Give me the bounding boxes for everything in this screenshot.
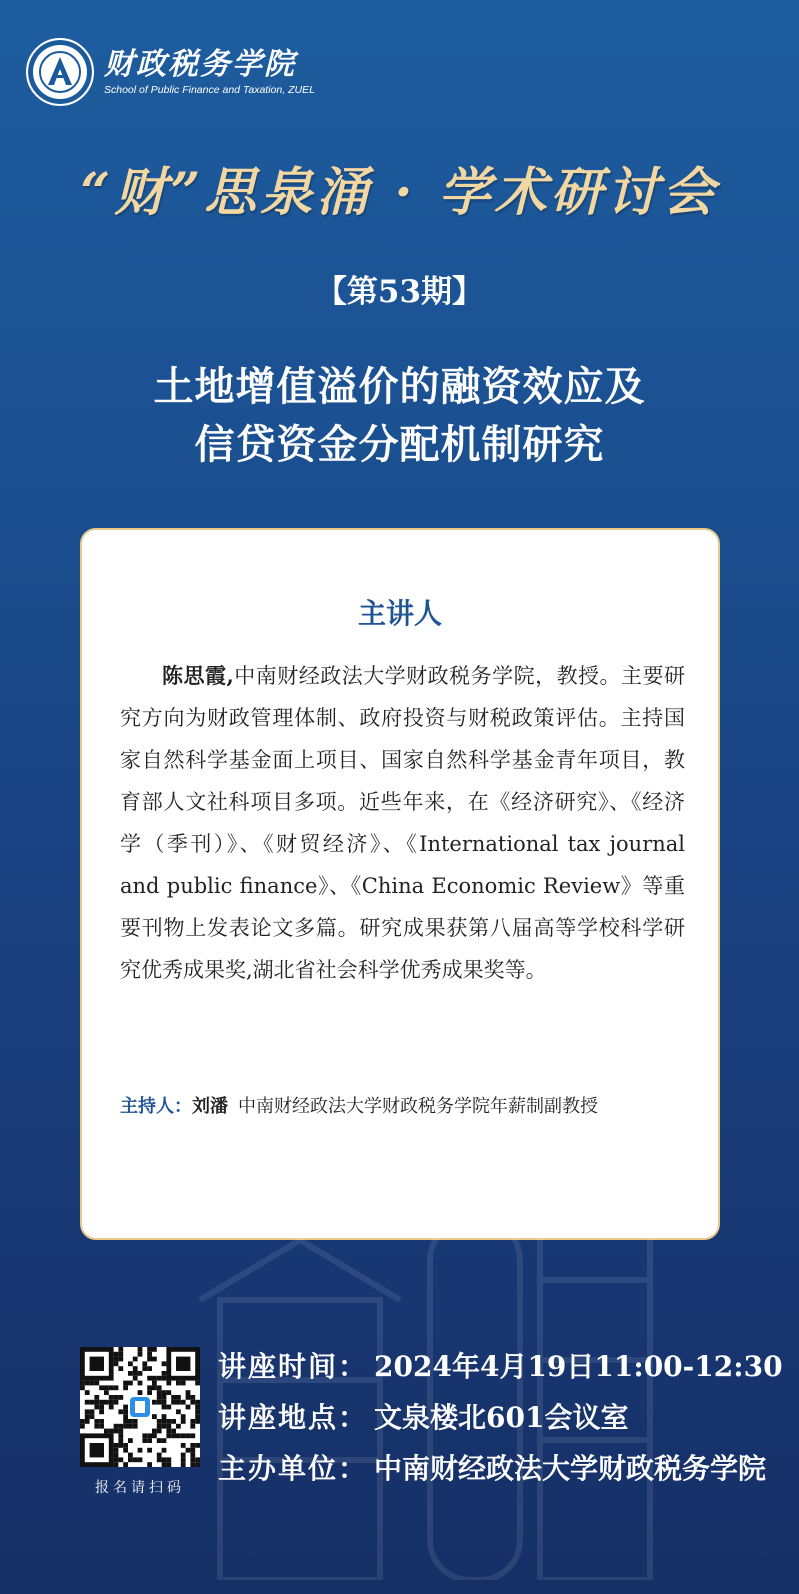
lecture-time (218, 1345, 783, 1385)
host-name: 刘潘 (192, 1096, 228, 1117)
talk-title-line1: 土地增值溢价的融资效应及 (153, 363, 646, 410)
speaker-name: 陈思霞, (162, 663, 234, 688)
lecture-time-value: 2024年4月19日11:00-12:30 (374, 1350, 783, 1383)
issue-number: 【第53期】 (315, 274, 484, 310)
speaker-heading: 主讲人 (357, 597, 442, 630)
lecture-time-label: 讲座时间： (218, 1350, 369, 1383)
speaker-bio (120, 655, 685, 991)
host-affiliation: 中南财经政法大学财政税务学院年薪制副教授 (238, 1096, 598, 1117)
lecture-place-label: 讲座地点： (218, 1401, 369, 1434)
organizer-label: 主办单位： (218, 1452, 369, 1485)
qr-code-icon (80, 1347, 200, 1467)
qr-caption: 报名请扫码 (95, 1480, 185, 1496)
talk-title (0, 358, 799, 474)
lecture-place (218, 1396, 628, 1436)
speaker-bio-text: 中南财经政法大学财政税务学院，教授。主要研究方向为财政管理体制、政府投资与财税政策评估。主持国家自然科学基金面上项目、国家自然科学基金青年项目，教育部人文社科项目多项。近些年来，在《经济研究》、《经济学（季刊）》、《财贸经济》、《International tax journal and public finance》、《China Economic Review》等重要刊物上发表论文多篇。研究成果获第八届高等学校科学研究优秀成果奖,湖北省社会科学优秀成果奖等。 (120, 664, 686, 982)
organizer-value: 中南财经政法大学财政税务学院 (374, 1452, 767, 1485)
school-name-en: School of Public Finance and Taxation, ZUEL (104, 84, 315, 96)
host-label: 主持人： (120, 1096, 192, 1117)
speaker-card (80, 528, 720, 1240)
school-logo (26, 38, 315, 106)
series-title: “财”思泉涌 · 学术研讨会 (80, 162, 719, 223)
school-name-cn: 财政税务学院 (104, 47, 296, 82)
lecture-place-value: 文泉楼北601会议室 (374, 1401, 629, 1434)
organizer (218, 1447, 766, 1487)
talk-title-line2: 信贷资金分配机制研究 (194, 421, 605, 468)
registration-qr-code[interactable] (80, 1347, 200, 1467)
school-emblem-icon (26, 38, 94, 106)
host-line (120, 1092, 690, 1118)
